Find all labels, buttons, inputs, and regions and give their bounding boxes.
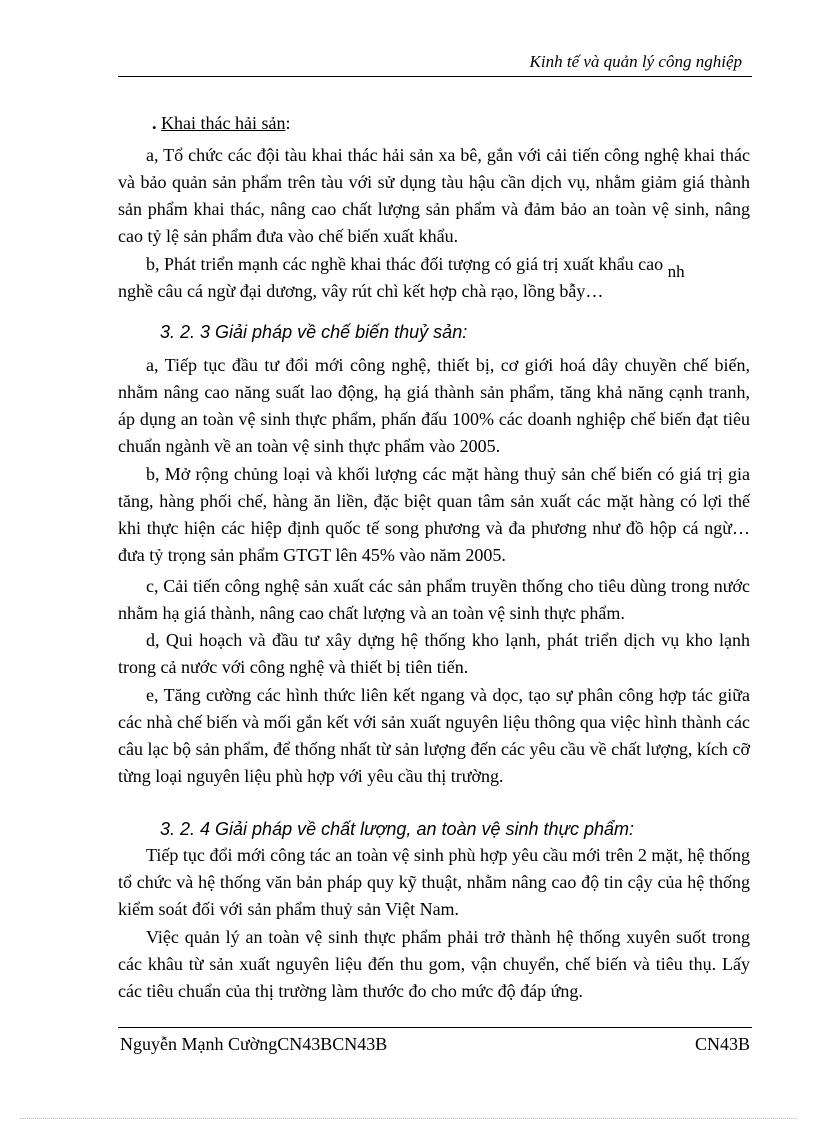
khai-thac-para-b xyxy=(118,251,750,281)
section-324-para-1: Tiếp tục đổi mới công tác an toàn vệ sinh phù hợp yêu cầu mới trên 2 mặt, hệ thống tổ chức và hệ thống văn bản pháp quy kỹ thuật, nhằm nâng cao độ tin cậy của hệ thống kiểm soát đối với sản phẩm thuỷ sản Việt Nam. xyxy=(118,845,750,919)
footer-author: Nguyễn Mạnh CườngCN43BCN43B xyxy=(120,1034,388,1054)
khai-thac-para-b-cont: nghề câu cá ngừ đại dương, vây rút chì kết hợp chà rạo, lồng bẫy… xyxy=(118,281,604,301)
section-324-para-2: Việc quản lý an toàn vệ sinh thực phẩm phải trở thành hệ thống xuyên suốt trong các khâu từ sản xuất nguyên liệu đến thu gom, vận chuyển, chế biến và tiêu thụ. Lấy các tiêu chuẩn của thị trường làm thước đo cho mức độ đáp ứng. xyxy=(118,927,750,1001)
bullet-dot: . xyxy=(152,113,157,133)
section-title-khai-thac xyxy=(152,113,290,134)
footer-class: CN43B xyxy=(694,1034,750,1054)
section-323-para-a: a, Tiếp tục đầu tư đổi mới công nghệ, thiết bị, cơ giới hoá dây chuyền chế biến, nhằm nâng cao năng suất lao động, hạ giá thành sản phẩm, tăng khả năng cạnh tranh, áp dụng an toàn vệ sinh thực phẩm, phấn đấu 100% các doanh nghiệp chế biến đạt tiêu chuẩn ngành về an toàn vệ sinh thực phẩm vào 2005. xyxy=(118,355,750,456)
khai-thac-para-b-text: b, Phát triển mạnh các nghề khai thác đối tượng có giá trị xuất khẩu cao xyxy=(146,254,664,274)
heading-3-2-4: 3. 2. 4 Giải pháp về chất lượng, an toàn vệ sinh thực phẩm: xyxy=(160,819,634,839)
page-bottom-dotted-rule xyxy=(20,1118,796,1119)
heading-3-2-3: 3. 2. 3 Giải pháp về chế biến thuỷ sản: xyxy=(160,322,468,342)
section-323-para-c: c, Cải tiến công nghệ sản xuất các sản phẩm truyền thống cho tiêu dùng trong nước nhằm hạ giá thành, nâng cao chất lượng và an toàn vệ sinh thực phẩm. xyxy=(118,576,750,623)
khai-thac-title: Khai thác hải sản xyxy=(161,113,286,133)
khai-thac-para-a: a, Tổ chức các đội tàu khai thác hải sản xa bê, gắn với cải tiến công nghệ khai thác và bảo quản sản phẩm trên tàu với sử dụng tàu hậu cần dịch vụ, nhằm giảm giá thành sản phẩm khai thác, nâng cao chất lượng sản phẩm và đảm bảo an toàn vệ sinh, nâng cao tỷ lệ sản phẩm đưa vào chế biến xuất khẩu. xyxy=(118,145,750,246)
page-header xyxy=(118,52,752,77)
header-title: Kinh tế và quản lý công nghiệp xyxy=(529,52,742,71)
section-323-para-b: b, Mở rộng chủng loại và khối lượng các mặt hàng thuỷ sản chế biến có giá trị gia tăng, hàng phối chế, hàng ăn liền, đặc biệt quan tâm sản xuất các mặt hàng có lợi thế khi thực hiện các hiệp định quốc tế song phương và đa phương như đồ hộp cá ngừ… đưa tỷ trọng sản phẩm GTGT lên 45% vào năm 2005. xyxy=(118,464,750,565)
khai-thac-para-b-sup: nh xyxy=(667,262,685,281)
footer-divider xyxy=(118,1027,752,1028)
section-323-para-e: e, Tăng cường các hình thức liên kết ngang và dọc, tạo sự phân công hợp tác giữa các nhà chế biến và mối gắn kết với sản xuất nguyên liệu thông qua việc hình thành các câu lạc bộ sản phẩm, để thống nhất từ sản lượng đến các yêu cầu về chất lượng, kích cỡ từng loại nguyên liệu phù hợp với yêu cầu thị trường. xyxy=(118,685,750,786)
section-323-para-d: d, Qui hoạch và đầu tư xây dựng hệ thống kho lạnh, phát triển dịch vụ kho lạnh trong cả nước với công nghệ và thiết bị tiên tiến. xyxy=(118,630,750,677)
title-colon: : xyxy=(285,113,291,133)
